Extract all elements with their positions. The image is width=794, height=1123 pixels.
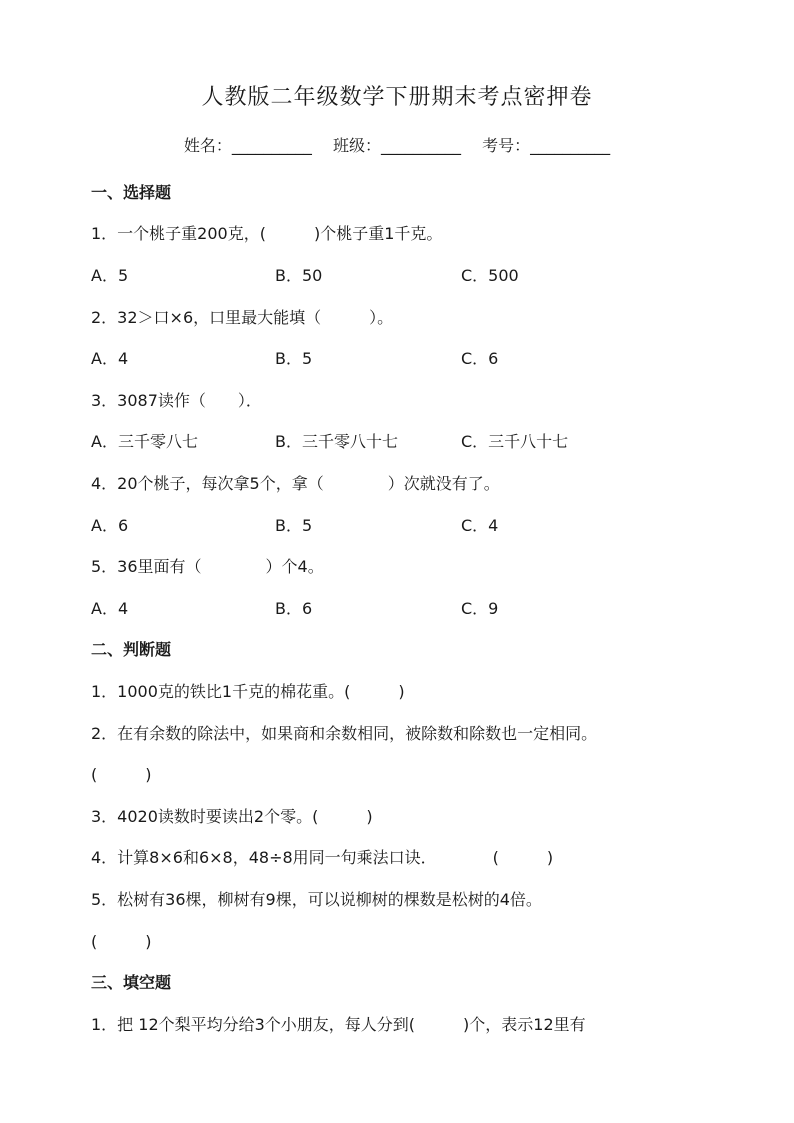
choice-4-option-c: C．4 [461, 516, 499, 535]
choice-question-5: 5．36里面有（ ）个4。 [91, 557, 324, 576]
choice-question-4: 4．20个桃子，每次拿5个，拿（ ）次就没有了。 [91, 474, 500, 493]
choice-5-option-b: B．6 [275, 599, 313, 618]
student-info [0, 133, 794, 156]
choice-2-option-a: A．4 [91, 349, 129, 368]
choice-1-option-c: C．500 [461, 266, 519, 285]
choice-4-option-a: A．6 [91, 516, 129, 535]
choice-question-2: 2．32＞口×6，口里最大能填（ ）。 [91, 308, 394, 327]
judge-question-3: 3．4020读数时要读出2个零。( ) [91, 807, 373, 826]
choice-question-3: 3．3087读作（ ）． [91, 391, 262, 410]
judge-question-1: 1．1000克的铁比1千克的棉花重。( ) [91, 682, 405, 701]
choice-question-1: 1．一个桃子重200克，( )个桃子重1千克。 [91, 224, 443, 243]
choice-3-option-a: A．三千零八七 [91, 432, 198, 451]
choice-5-option-a: A．4 [91, 599, 129, 618]
choice-2-option-c: C．6 [461, 349, 499, 368]
section-heading-judge: 二、判断题 [91, 640, 172, 659]
choice-5-option-c: C．9 [461, 599, 499, 618]
class-field[interactable]: 班级：__________ [332, 136, 461, 155]
choice-2-option-b: B．5 [275, 349, 313, 368]
choice-1-option-b: B．50 [275, 266, 323, 285]
name-field[interactable]: 姓名：__________ [183, 136, 312, 155]
choice-3-option-c: C．三千八十七 [461, 432, 569, 451]
choice-3-option-b: B．三千零八十七 [275, 432, 398, 451]
judge-question-5-blank: ( ) [91, 932, 152, 951]
choice-1-option-a: A．5 [91, 266, 129, 285]
fill-question-1: 1．把 12个梨平均分给3个小朋友，每人分到( )个，表示12里有 [91, 1015, 586, 1034]
choice-4-option-b: B．5 [275, 516, 313, 535]
exam-number-field[interactable]: 考号：__________ [482, 136, 611, 155]
page-title: 人教版二年级数学下册期末考点密押卷 [201, 85, 593, 110]
judge-question-5: 5．松树有36棵，柳树有9棵，可以说柳树的棵数是松树的4倍。 [91, 890, 542, 909]
section-heading-fill: 三、填空题 [91, 973, 172, 992]
judge-question-2-blank: ( ) [91, 765, 152, 784]
judge-question-4: 4．计算8×6和6×8，48÷8用同一句乘法口诀． ( ) [91, 848, 554, 867]
section-heading-choice: 一、选择题 [91, 183, 172, 202]
judge-question-2: 2．在有余数的除法中，如果商和余数相同，被除数和除数也一定相同。 [91, 724, 598, 743]
